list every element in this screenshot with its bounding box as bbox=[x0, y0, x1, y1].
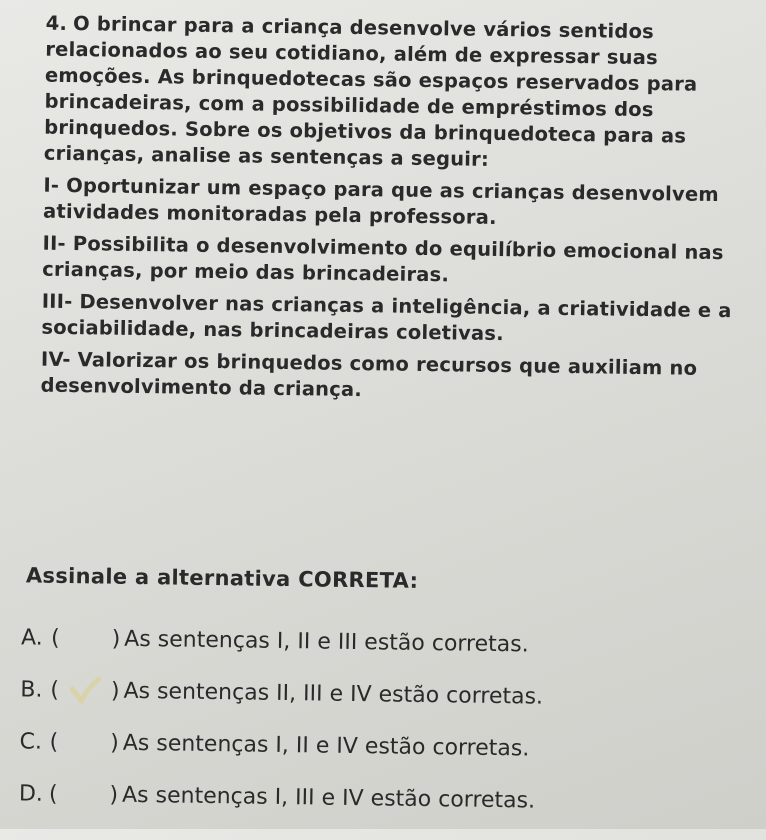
answer-mark-box[interactable] bbox=[59, 678, 111, 703]
paren-close: ) bbox=[110, 730, 120, 756]
paren-open: ( bbox=[50, 677, 60, 703]
statement-2: II- Possibilita o desenvolvimento do equilíbrio emocional nas crianças, por meio das brincadeiras. bbox=[42, 231, 724, 287]
statement-4: IV- Valorizar os brinquedos como recursos que auxiliam no desenvolvimento da criança. bbox=[40, 347, 698, 402]
option-text: As sentenças II, III e IV estão corretas. bbox=[123, 678, 544, 710]
option-text: As sentenças I, III e IV estão corretas. bbox=[121, 782, 536, 814]
question-paragraph bbox=[44, 11, 761, 177]
option-text: As sentenças I, II e IV estão corretas. bbox=[122, 730, 530, 761]
option-letter: B. bbox=[20, 676, 43, 703]
question-stem: O brincar para a criança desenvolve vários sentidos relacionados ao seu cotidiano, além de expressar suas emoções. As brinquedotecas são espaços reservados para brincadeiras, com a possibilidade de empréstimos dos brinquedos. Sobre os objetivos da brinquedoteca para as crianças, analise as sentenças a seguir: bbox=[43, 12, 698, 171]
answer-mark-box[interactable] bbox=[57, 782, 109, 807]
paren-close: ) bbox=[111, 626, 121, 652]
option-c[interactable] bbox=[19, 718, 740, 774]
option-a[interactable] bbox=[21, 614, 742, 670]
option-b[interactable] bbox=[20, 666, 741, 722]
option-d[interactable] bbox=[19, 770, 740, 826]
paren-open: ( bbox=[48, 781, 58, 807]
check-mark-icon bbox=[69, 676, 101, 704]
option-letter: C. bbox=[19, 728, 43, 755]
question-block bbox=[40, 11, 760, 409]
statement-1: I- Oportunizar um espaço para que as crianças desenvolvem atividades monitoradas pela professora. bbox=[42, 173, 720, 229]
answer-options bbox=[19, 614, 742, 832]
paren-close: ) bbox=[110, 678, 120, 704]
option-letter: A. bbox=[20, 624, 43, 651]
paren-close: ) bbox=[109, 782, 119, 808]
question-number: 4. bbox=[45, 11, 68, 35]
paren-open: ( bbox=[49, 729, 59, 755]
instruction: Assinale a alternativa CORRETA: bbox=[25, 563, 419, 593]
option-letter: D. bbox=[18, 780, 44, 807]
option-text: As sentenças I, II e III estão corretas. bbox=[124, 626, 529, 657]
answer-mark-box[interactable] bbox=[60, 626, 112, 651]
answer-mark-box[interactable] bbox=[58, 730, 110, 755]
paren-open: ( bbox=[50, 625, 60, 651]
statement-3: III- Desenvolver nas crianças a inteligência, a criatividade e a sociabilidade, nas brincadeiras coletivas. bbox=[41, 289, 732, 346]
